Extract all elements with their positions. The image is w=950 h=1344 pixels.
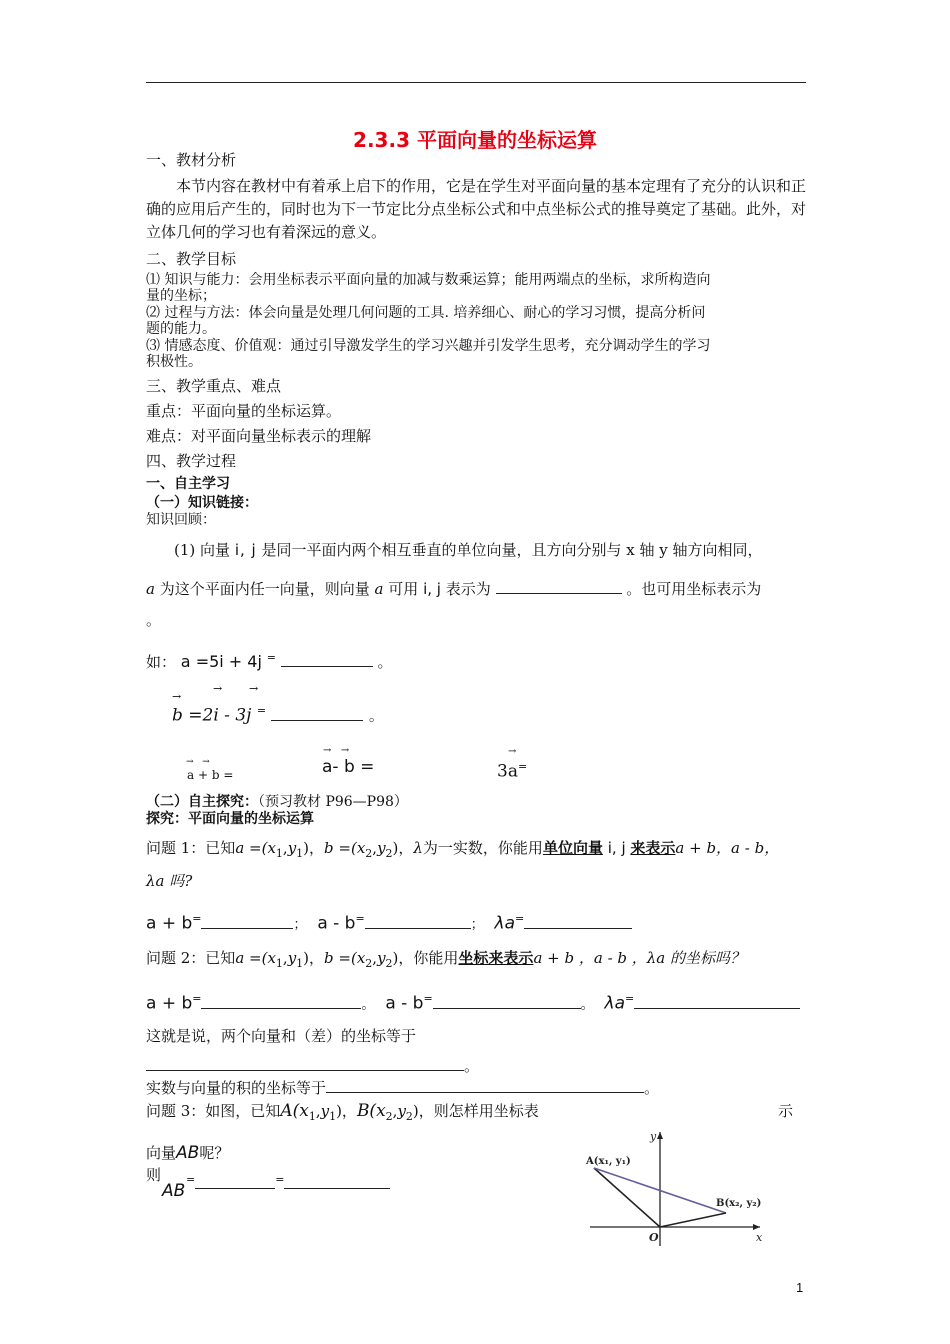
q3-show: 示 xyxy=(778,1102,794,1120)
q1-answer-sum: a + b xyxy=(146,913,193,934)
label-y: y xyxy=(650,1130,657,1143)
example-a-equals: = xyxy=(266,651,276,664)
explore-prefix: （二）自主探究： xyxy=(146,794,258,810)
example-b-end: 。 xyxy=(368,706,384,725)
knowledge-review-label: 知识回顾： xyxy=(146,512,216,528)
question-1-line-2: λa 吗? xyxy=(146,872,193,890)
section-heading-analysis: 一、教材分析 xyxy=(146,151,237,169)
blank-q1-scalar[interactable] xyxy=(524,913,632,929)
q3-AB-2: AB xyxy=(162,1181,186,1201)
q3-prefix: 问题 3：如图，已知 xyxy=(146,1102,281,1120)
q2-answer-scalar: λa xyxy=(604,993,625,1014)
diff-a-b: a- b = xyxy=(322,757,375,777)
q2-answer-sum: a + b xyxy=(146,993,193,1014)
q2-sum-eq: = xyxy=(192,992,202,1005)
example-label: 如： xyxy=(146,653,177,671)
goal-1-line-1: ⑴ 知识与能力：会用坐标表示平面向量的加减与数乘运算；能用两端点的坐标，求所构造向 xyxy=(146,272,711,288)
blank-q3-2[interactable] xyxy=(284,1173,390,1189)
q1-answer-scalar: λa xyxy=(494,913,515,934)
q1-represent: 来表示 xyxy=(630,839,676,857)
arrow-over-j: → xyxy=(249,682,259,695)
three-a-expression: 3a xyxy=(497,761,518,782)
example-b-expression: b =2i - 3j xyxy=(172,705,252,726)
q1-semi-2: ； xyxy=(470,917,484,933)
q1-vector-b: b =(x xyxy=(324,839,366,857)
example-b-line xyxy=(172,701,384,726)
question-3-line: 问题 3：如图，已知$A(x_1,y_1)$，$B(x_2,y_2)$，则怎样用坐标表 xyxy=(146,1101,539,1123)
arrow-over-i: → xyxy=(213,682,223,695)
goal-3-line-2: 积极性。 xyxy=(146,354,202,370)
q2-scalar-eq: = xyxy=(625,992,635,1005)
blank-q2-sum[interactable] xyxy=(201,993,361,1009)
q1-prefix: 问题 1：已知 xyxy=(146,839,236,857)
question-3-line-2 xyxy=(146,1143,229,1163)
q2-vector-b: b =(x xyxy=(324,949,366,967)
goal-2-line-1: ⑵ 过程与方法：体会向量是处理几何问题的工具. 培养细心、耐心的学习习惯，提高分析问 xyxy=(146,305,706,321)
example-a-end: 。 xyxy=(377,653,393,671)
q3-mid: ，则怎样用坐标表 xyxy=(418,1102,539,1120)
review-2-end: 。也可用坐标表示为 xyxy=(626,580,762,598)
blank-q1-diff[interactable] xyxy=(365,913,471,929)
q1-lambda: λ xyxy=(413,839,423,857)
subheading-self-study: 一、自主学习 xyxy=(146,476,230,492)
question-2-line: 问题 2：已知$a =(x_1,y_1)$，$b =(x_2,y_2)$，你能用坐标来表示a + b ，a - b ，λa 的坐标吗？ xyxy=(146,949,745,970)
q1-sum-eq: = xyxy=(192,912,202,925)
q3-eq-1: = xyxy=(186,1173,196,1186)
example-a-expression: a =5i + 4j xyxy=(180,652,262,671)
label-x: x xyxy=(756,1231,763,1244)
section-heading-goals: 二、教学目标 xyxy=(146,250,237,268)
section-heading-process: 四、教学过程 xyxy=(146,452,237,470)
page-number: 1 xyxy=(796,1280,804,1295)
sum-coord-blank-line xyxy=(146,1055,479,1076)
blank-q2-scalar[interactable] xyxy=(634,993,800,1009)
scalar-coord-line xyxy=(146,1077,659,1098)
vector-a-symbol: a xyxy=(146,580,155,598)
q1-mid: 为一实数，你能用 xyxy=(422,839,543,857)
example-b-equals: = xyxy=(256,704,267,717)
page-title: 2.3.3 平面向量的坐标运算 xyxy=(353,128,597,152)
subheading-explore xyxy=(146,794,408,811)
goal-1-line-2: 量的坐标； xyxy=(146,288,216,304)
goal-2-line-2: 题的能力。 xyxy=(146,321,216,337)
segment-OA xyxy=(594,1168,660,1227)
blank-example-a[interactable] xyxy=(281,651,373,667)
review-1-prefix: (1) 向量 xyxy=(174,541,231,559)
q2-answer-line xyxy=(146,989,800,1016)
arrow-over-3a: → xyxy=(508,746,517,757)
arrow-over-b: → xyxy=(172,690,182,703)
q1-semi-1: ； xyxy=(293,917,307,933)
blank-vector-representation[interactable] xyxy=(496,578,622,594)
segment-OB xyxy=(660,1213,726,1227)
blank-q3-1[interactable] xyxy=(195,1173,275,1189)
x-axis-arrow xyxy=(753,1224,760,1230)
label-A: A(x₁, y₁) xyxy=(586,1156,631,1167)
review-line-2 xyxy=(146,578,761,599)
q2-mid: ，你能用 xyxy=(398,949,459,967)
y-axis-arrow xyxy=(657,1132,663,1139)
q2-vector-a: a =(x xyxy=(235,949,276,967)
q1-diff-eq: = xyxy=(355,912,365,925)
q3-ne: 呢？ xyxy=(199,1144,230,1162)
sum-coord-text: 这就是说，两个向量和（差）的坐标等于 xyxy=(146,1027,417,1045)
review-2-mid: 为这个平面内任一向量，则向量 xyxy=(159,580,370,598)
unit-vectors-ij: i, j xyxy=(234,541,257,559)
q3-eq-2: = xyxy=(275,1173,285,1186)
coordinate-figure xyxy=(580,1124,780,1250)
goal-3-line-1: ⑶ 情感态度、价值观：通过引导激发学生的学习兴趣并引发学生思考，充分调动学生的学习 xyxy=(146,338,711,354)
question-1-line: 问题 1：已知$a =(x_1,y_1)$，$b =(x_2,y_2)$，λ为一实数，你能用单位向量 i, j 来表示a + b，a - b， xyxy=(146,839,780,860)
explore-note: （预习教材 P96—P98） xyxy=(258,794,408,810)
section-heading-keypoints: 三、教学重点、难点 xyxy=(146,377,282,395)
difficult-point: 难点：对平面向量坐标表示的理解 xyxy=(146,427,372,445)
label-O: O xyxy=(649,1231,659,1244)
q3-point-A: A(x xyxy=(280,1101,309,1121)
review-1-rest: 是同一平面内两个相互垂直的单位向量，且方向分别与 x 轴 y 轴方向相同， xyxy=(261,541,763,559)
three-a xyxy=(497,757,527,782)
q3-AB: AB xyxy=(176,1143,200,1163)
q1-vector-a: a =(x xyxy=(235,839,276,857)
blank-q2-diff[interactable] xyxy=(433,993,581,1009)
key-point: 重点：平面向量的坐标运算。 xyxy=(146,402,342,420)
q1-answer-line xyxy=(146,909,632,936)
q1-ij: i, j xyxy=(607,839,626,857)
review-2-can: 可用 xyxy=(388,580,419,598)
vector-a-symbol-2: a xyxy=(374,580,384,598)
q1-expressions: a + b，a - b， xyxy=(675,839,780,857)
q3-answer-line xyxy=(186,1170,390,1194)
three-a-equals: = xyxy=(517,760,528,773)
explore-title: 探究：平面向量的坐标运算 xyxy=(146,811,314,827)
q2-prefix: 问题 2：已知 xyxy=(146,949,236,967)
q1-unit-vector: 单位向量 xyxy=(542,839,603,857)
q2-diff-eq: = xyxy=(423,992,433,1005)
q2-answer-diff: a - b xyxy=(385,993,424,1014)
q2-dot-2: 。 xyxy=(580,997,594,1013)
arrow-over-sum: → → xyxy=(186,757,210,767)
q1-scalar-eq: = xyxy=(515,912,525,925)
sum-coord-dot: 。 xyxy=(464,1057,480,1075)
blank-sum-coord[interactable] xyxy=(146,1055,464,1071)
q2-coordinate: 坐标来表示 xyxy=(458,949,534,967)
header-rule xyxy=(146,82,806,83)
scalar-coord-dot: 。 xyxy=(644,1079,660,1097)
arrow-over-diff: → → xyxy=(323,745,350,756)
sum-a-b: a + b = xyxy=(187,768,234,782)
example-a-line xyxy=(146,648,393,672)
blank-q1-sum[interactable] xyxy=(201,913,293,929)
q2-expressions: a + b ，a - b ，λa 的坐标吗？ xyxy=(533,949,745,967)
unit-vectors-ij-2: i, j xyxy=(423,580,441,598)
blank-example-b[interactable] xyxy=(271,705,363,721)
review-line-3: 。 xyxy=(146,611,162,629)
q1-answer-diff: a - b xyxy=(317,913,356,934)
scalar-coord-text: 实数与向量的积的坐标等于 xyxy=(146,1079,327,1097)
q3-vector-label: 向量 xyxy=(146,1144,177,1162)
analysis-paragraph: 本节内容在教材中有着承上启下的作用，它是在学生对平面向量的基本定理有了充分的认识和正确的应用后产生的，同时也为下一节定比分点坐标公式和中点坐标公式的推导奠定了基础。此外，对立体几何的学习也有着深远的意义。 xyxy=(146,177,807,241)
q3-then: 则 xyxy=(146,1166,162,1184)
subheading-knowledge-link: （一）知识链接： xyxy=(146,495,258,511)
blank-scalar-coord[interactable] xyxy=(326,1077,644,1093)
q2-dot-1: 。 xyxy=(361,997,375,1013)
review-line-1 xyxy=(174,540,762,560)
q3-point-B: B(x xyxy=(356,1101,386,1121)
label-B: B(x₂, y₂) xyxy=(716,1198,762,1209)
review-2-show: 表示为 xyxy=(445,580,491,598)
